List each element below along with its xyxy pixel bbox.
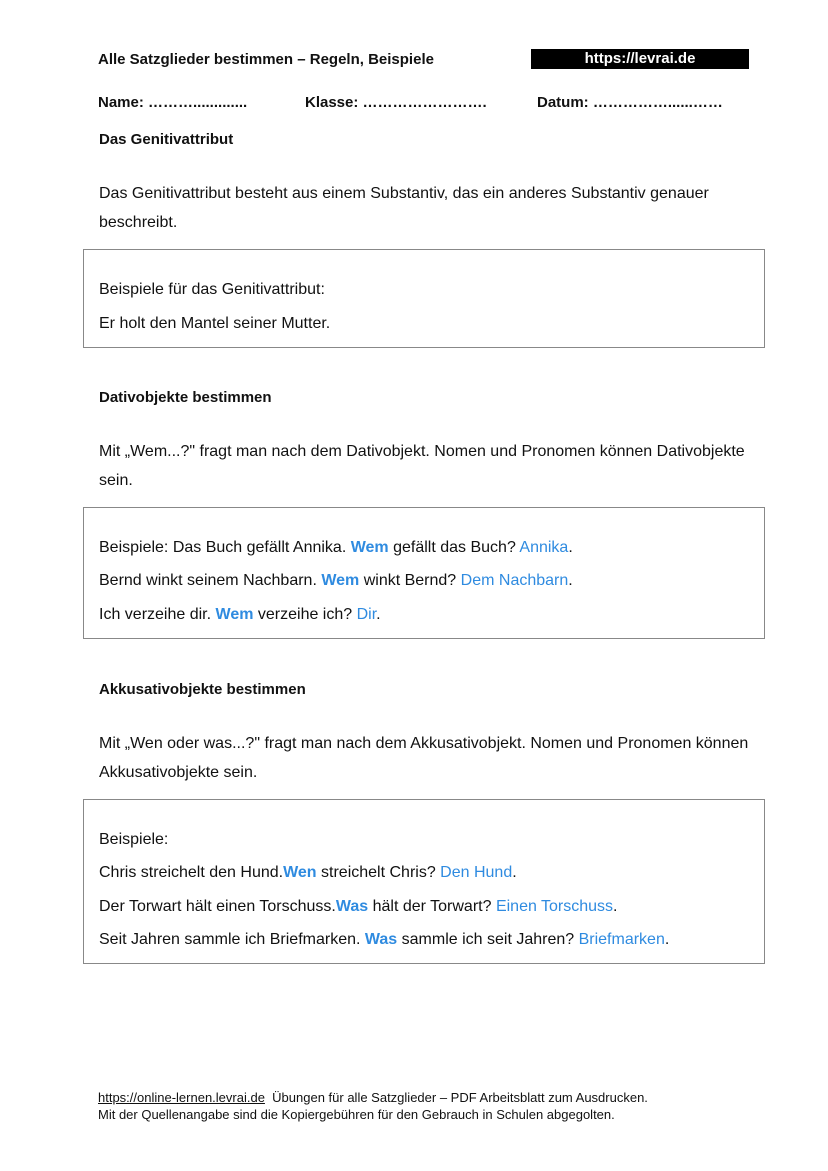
example-sentence: Chris streichelt den Hund. (99, 864, 284, 881)
punctuation: . (568, 539, 573, 556)
genitiv-example-box (83, 249, 765, 348)
answer: Dem Nachbarn (460, 572, 569, 589)
question-word: Wem (350, 539, 389, 556)
answer: Briefmarken (578, 931, 665, 948)
example-sentence: Beispiele: Das Buch gefällt Annika. (99, 539, 351, 556)
akkusativ-text: Mit „Wen oder was...?" fragt man nach dem Akkusativobjekt. Nomen und Pronomen können Akkusativobjekte sein. (99, 735, 749, 781)
footer (98, 1089, 648, 1123)
example-sentence: Der Torwart hält einen Torschuss. (99, 898, 336, 915)
dativ-example-line (99, 606, 381, 624)
question-word: Wem (321, 572, 360, 589)
page-title: Alle Satzglieder bestimmen – Regeln, Beispiele (98, 51, 434, 68)
akkusativ-example-line (99, 864, 517, 882)
footer-line-2: Mit der Quellenangabe sind die Kopiergebühren für den Gebrauch in Schulen abgegolten. (98, 1107, 615, 1122)
dativ-text: Mit „Wem...?" fragt man nach dem Dativobjekt. Nomen und Pronomen können Dativobjekte sein. (99, 443, 745, 489)
punctuation: . (568, 572, 573, 589)
example-sentence: Bernd winkt seinem Nachbarn. (99, 572, 322, 589)
dativ-example-box (83, 507, 765, 639)
question-word: Wen (283, 864, 317, 881)
question-rest: hält der Torwart? (368, 898, 496, 915)
question-rest: gefällt das Buch? (388, 539, 520, 556)
example-sentence: Seit Jahren sammle ich Briefmarken. (99, 931, 365, 948)
akkusativ-example-line (99, 898, 618, 916)
example-sentence: Ich verzeihe dir. (99, 606, 216, 623)
genitiv-box-line-1: Beispiele für das Genitivattribut: (99, 281, 325, 298)
genitiv-title: Das Genitivattribut (99, 131, 234, 148)
akkusativ-example-line (99, 931, 669, 949)
question-word: Was (335, 898, 369, 915)
genitiv-text: Das Genitivattribut besteht aus einem Substantiv, das ein anderes Substantiv genauer beschreibt. (99, 185, 709, 231)
footer-line-1 (98, 1089, 648, 1106)
answer: Einen Torschuss (495, 898, 614, 915)
question-word: Was (364, 931, 398, 948)
question-rest: winkt Bernd? (359, 572, 461, 589)
question-word: Wem (215, 606, 254, 623)
answer: Den Hund (440, 864, 513, 881)
punctuation: . (664, 931, 670, 948)
akkusativ-example-box (83, 799, 765, 964)
class-field: Klasse: ……………………. (305, 94, 487, 111)
punctuation: . (376, 606, 381, 623)
punctuation: . (512, 864, 517, 881)
site-badge: https://levrai.de (531, 49, 749, 69)
footer-link[interactable]: https://online-lernen.levrai.de (98, 1090, 265, 1105)
question-rest: sammle ich seit Jahren? (397, 931, 579, 948)
dativ-example-line (99, 572, 573, 590)
answer: Annika (519, 539, 569, 556)
footer-line-1-text: Übungen für alle Satzglieder – PDF Arbeitsblatt zum Ausdrucken. (264, 1090, 648, 1105)
question-rest: verzeihe ich? (253, 606, 357, 623)
name-field: Name: ………............. (98, 94, 248, 111)
dativ-example-line (99, 539, 573, 557)
question-rest: streichelt Chris? (316, 864, 441, 881)
akkusativ-title: Akkusativobjekte bestimmen (99, 681, 306, 698)
dativ-title: Dativobjekte bestimmen (99, 389, 272, 406)
akkusativ-intro: Beispiele: (99, 831, 169, 848)
punctuation: . (613, 898, 618, 915)
genitiv-box-line-2: Er holt den Mantel seiner Mutter. (99, 315, 331, 332)
answer: Dir (356, 606, 377, 623)
date-field: Datum: ……………......…… (537, 94, 723, 111)
